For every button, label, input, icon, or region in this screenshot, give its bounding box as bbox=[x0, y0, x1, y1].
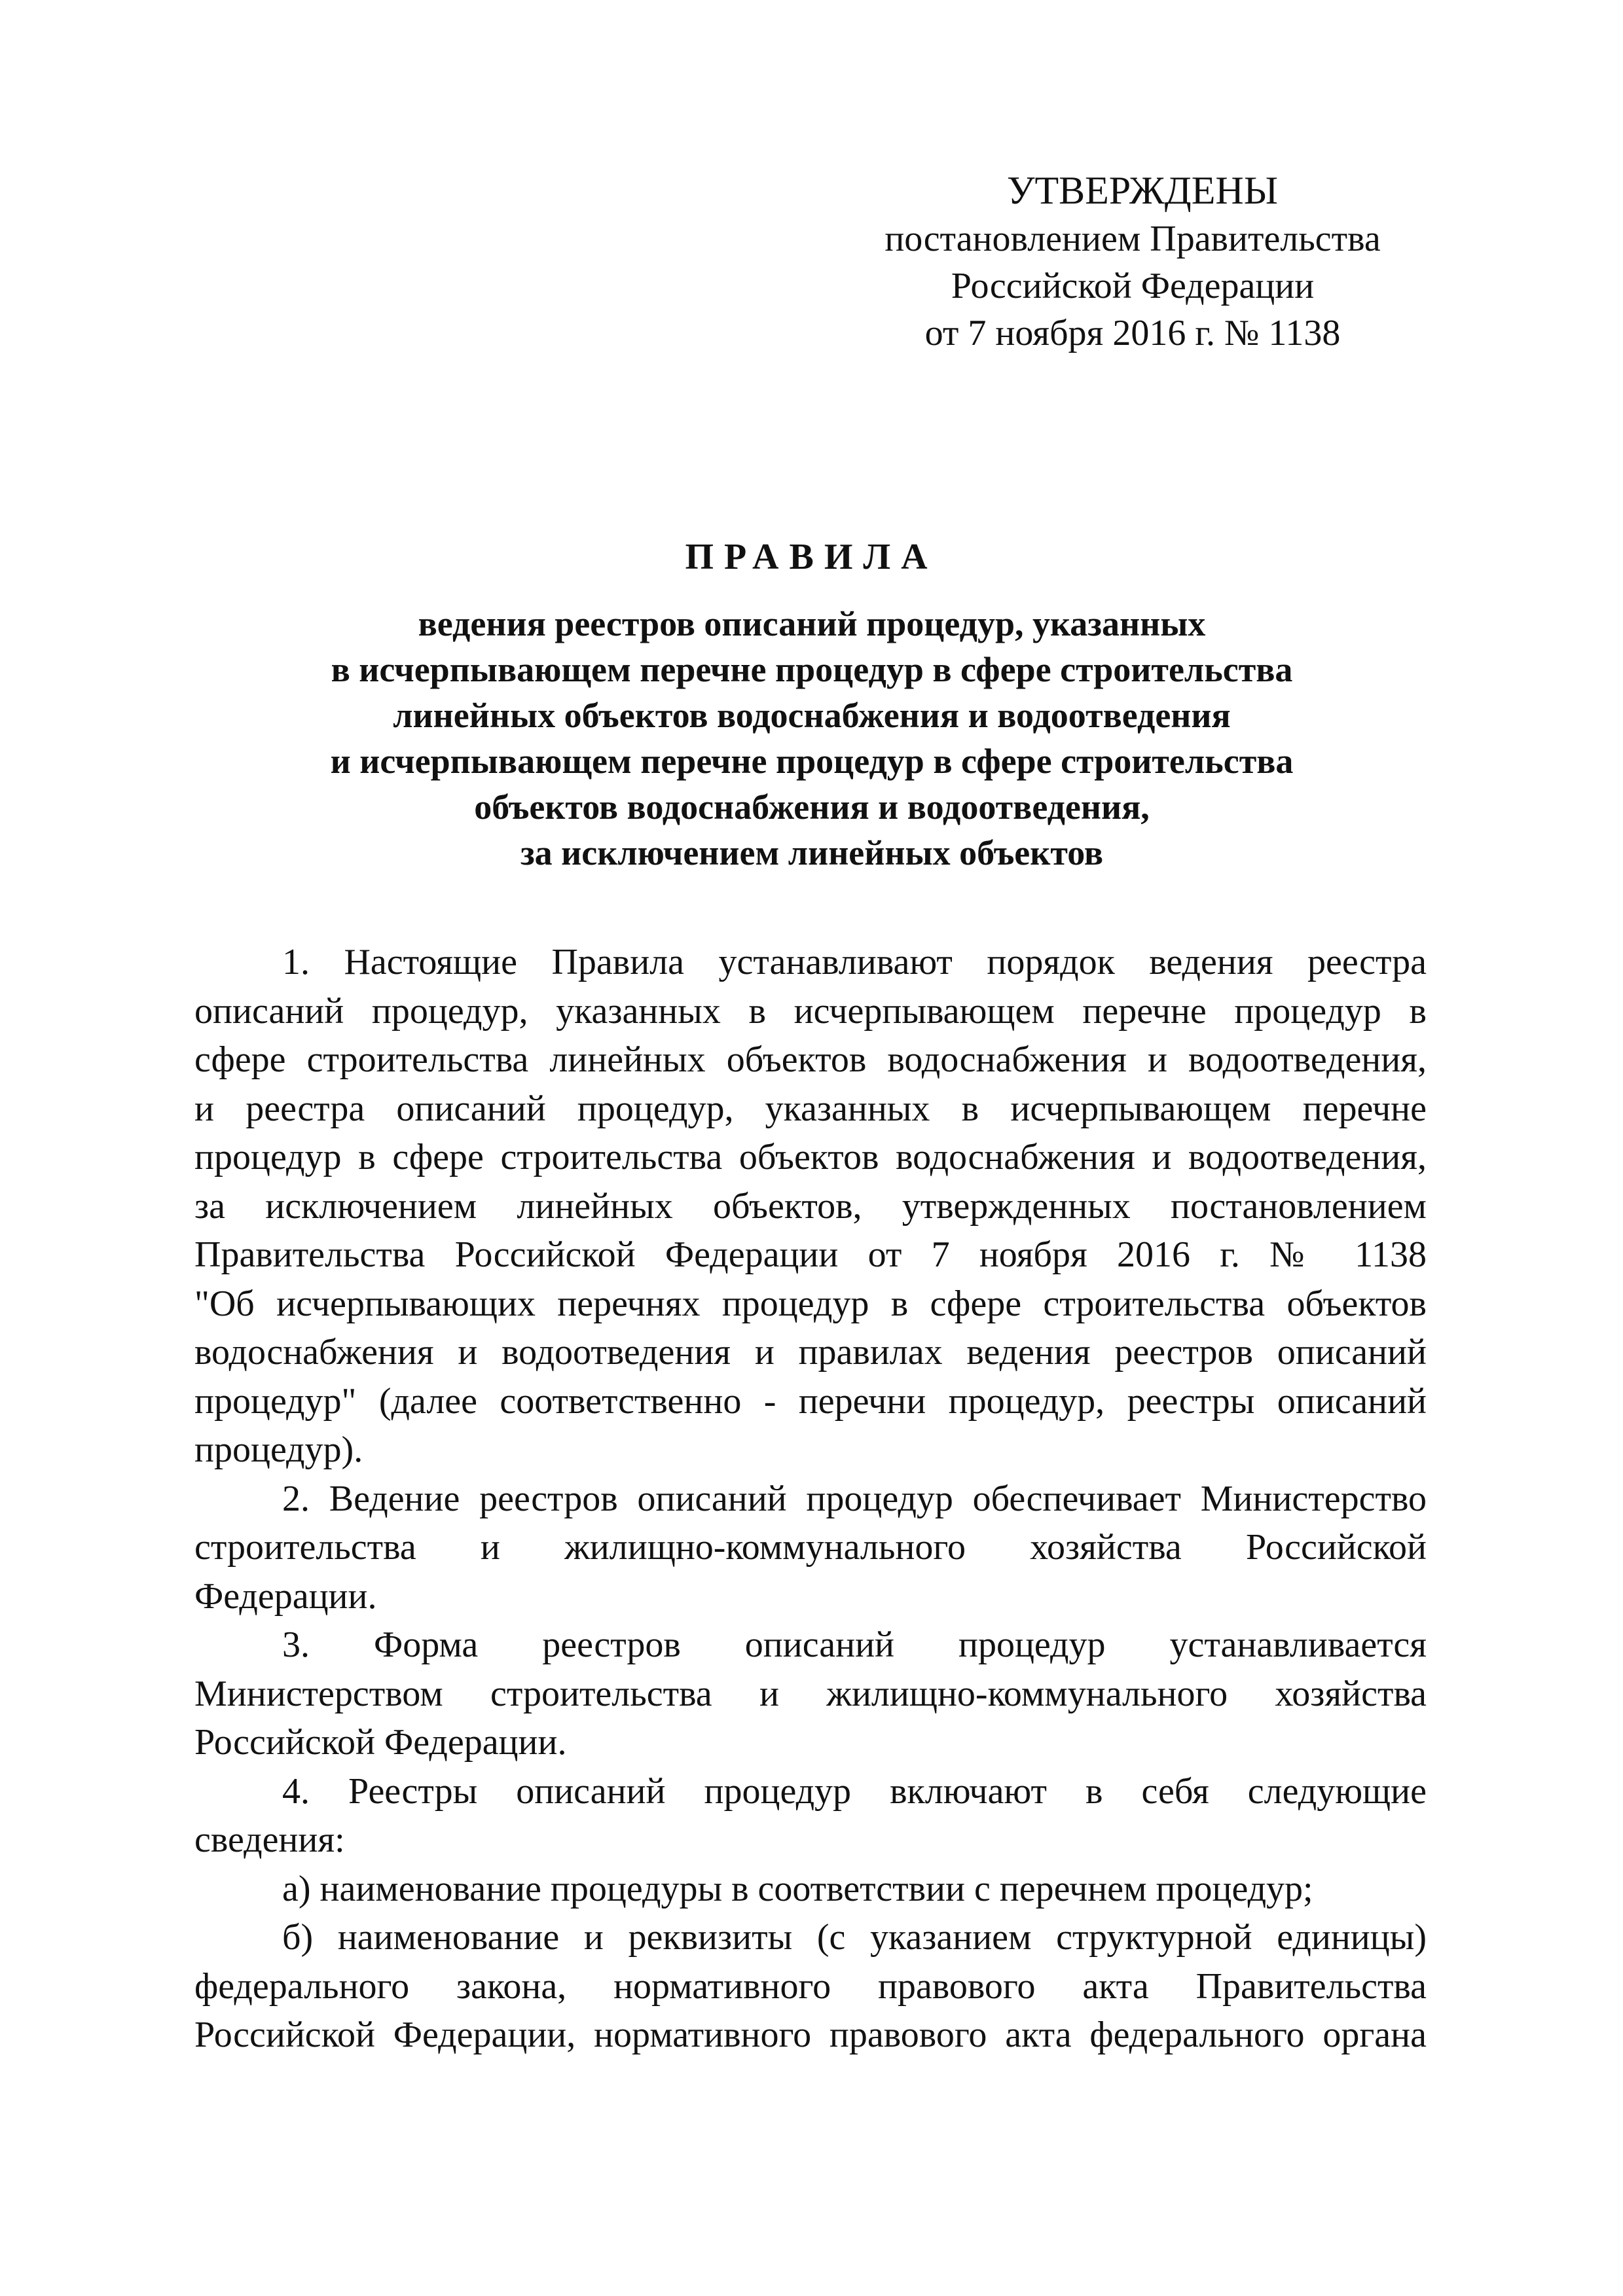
body-line: водоснабжения и водоотведения и правилах ведения реестров описаний bbox=[194, 1332, 1427, 1372]
body-line: Министерством строительства и жилищно-коммунального хозяйства bbox=[194, 1673, 1427, 1714]
body-line: и реестра описаний процедур, указанных в исчерпывающем перечне bbox=[194, 1088, 1427, 1129]
body-line: б) наименование и реквизиты (с указанием структурной единицы) bbox=[282, 1917, 1427, 1958]
body-line: процедур" (далее соответственно - перечни процедур, реестры описаний bbox=[194, 1380, 1427, 1422]
body-line: сфере строительства линейных объектов водоснабжения и водоотведения, bbox=[194, 1039, 1427, 1080]
approval-line-1: постановлением Правительства bbox=[884, 219, 1381, 259]
body-line: 3. Форма реестров описаний процедур устанавливается bbox=[282, 1624, 1427, 1665]
body-line: процедур в сфере строительства объектов водоснабжения и водоотведения, bbox=[194, 1137, 1427, 1177]
body-line: 4. Реестры описаний процедур включают в себя следующие bbox=[282, 1770, 1427, 1812]
body-line: строительства и жилищно-коммунального хозяйства Российской bbox=[194, 1527, 1427, 1568]
approval-heading: УТВЕРЖДЕНЫ bbox=[1006, 169, 1279, 212]
body-line: процедур). bbox=[194, 1429, 363, 1470]
subtitle-line: объектов водоснабжения и водоотведения, bbox=[474, 787, 1150, 827]
document-body bbox=[194, 938, 1427, 2060]
subtitle-line: линейных объектов водоснабжения и водоотведения bbox=[393, 696, 1231, 735]
subtitle-line: в исчерпывающем перечне процедур в сфере строительства bbox=[331, 650, 1293, 689]
body-line: Российской Федерации. bbox=[194, 1722, 567, 1763]
subtitle-line: за исключением линейных объектов bbox=[520, 833, 1104, 872]
body-line: а) наименование процедуры в соответствии с перечнем процедур; bbox=[282, 1868, 1313, 1909]
approval-line-3: от 7 ноября 2016 г. № 1138 bbox=[924, 313, 1341, 353]
subtitle-line: и исчерпывающем перечне процедур в сфере строительства bbox=[330, 742, 1294, 781]
body-line: 1. Настоящие Правила устанавливают порядок ведения реестра bbox=[282, 942, 1427, 982]
document-subtitle bbox=[196, 601, 1427, 876]
document-title: ПРАВИЛА bbox=[685, 537, 938, 577]
body-line: "Об исчерпывающих перечнях процедур в сфере строительства объектов bbox=[194, 1283, 1427, 1324]
body-line: за исключением линейных объектов, утвержденных постановлением bbox=[194, 1185, 1427, 1227]
body-line: федерального закона, нормативного правового акта Правительства bbox=[194, 1965, 1427, 2007]
body-line: сведения: bbox=[194, 1820, 345, 1860]
body-line: Правительства Российской Федерации от 7 ноября 2016 г. № 1138 bbox=[194, 1234, 1427, 1275]
body-line: Федерации. bbox=[194, 1575, 377, 1617]
body-line: 2. Ведение реестров описаний процедур обеспечивает Министерство bbox=[282, 1478, 1427, 1519]
approval-line-2: Российской Федерации bbox=[951, 266, 1315, 306]
approval-block bbox=[851, 167, 1414, 357]
subtitle-line: ведения реестров описаний процедур, указанных bbox=[418, 604, 1206, 643]
body-line: описаний процедур, указанных в исчерпывающем перечне процедур в bbox=[194, 990, 1427, 1031]
body-line: Российской Федерации, нормативного правового акта федерального органа bbox=[194, 2015, 1427, 2055]
